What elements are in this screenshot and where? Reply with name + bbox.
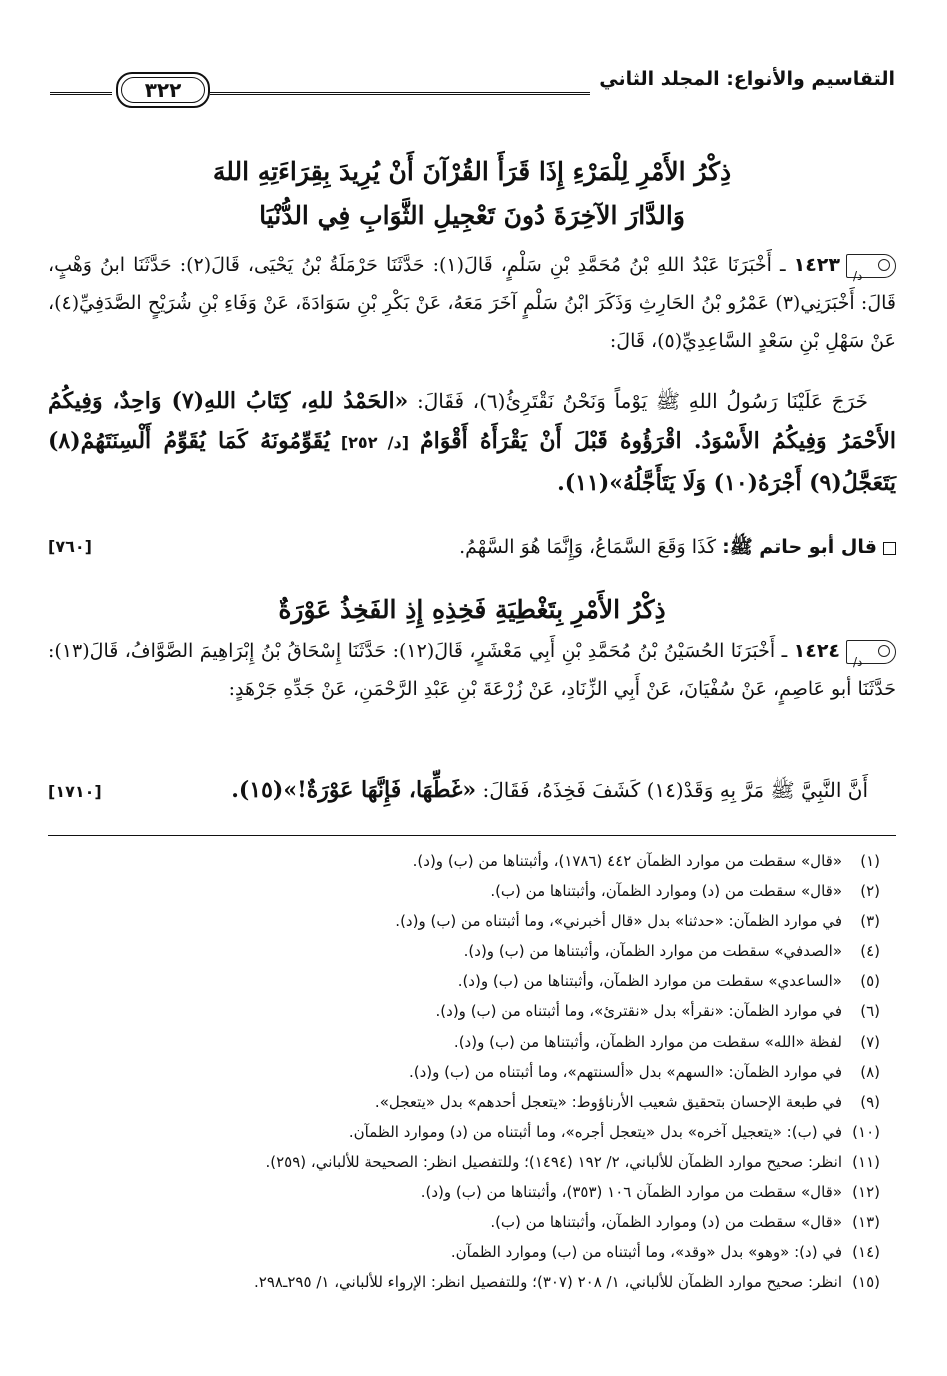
note-text: كَذَا وَقَعَ السَّمَاعُ، وَإِنَّمَا هُوَ السَّهْمُ. bbox=[459, 536, 717, 558]
hadith-1423-isnad bbox=[48, 246, 896, 360]
footnote: (٣)في موارد الظمآن: «حدثنا» بدل «قال أخبرني»، وما أثبتناه من (ب) و(د). bbox=[395, 912, 880, 931]
footnote: (٩)في طبعة الإحسان بتحقيق شعيب الأرناؤوط: «يتعجل أحدهم» بدل «يتعجل». bbox=[374, 1092, 880, 1111]
footnote: (٤)«الصدفي» سقطت من موارد الظمآن، وأثبتناها من (ب) و(د). bbox=[463, 942, 880, 961]
hadith-1424-matn bbox=[48, 770, 896, 810]
matn-text: «غَطِّهَا، فَإِنَّهَا عَوْرَةٌ!»(١٥). bbox=[231, 777, 477, 803]
page-number-frame bbox=[116, 72, 210, 108]
running-title: التقاسيم والأنواع: المجلد الثاني bbox=[599, 68, 895, 90]
footnote: (١٢)«قال» سقطت من موارد الظمآن ١٠٦ (٣٥٣)، وأثبتناها من (ب) و(د). bbox=[420, 1183, 880, 1202]
hadith-1424-isnad bbox=[48, 632, 896, 708]
footnote: (١٣)«قال» سقطت من (د) وموارد الظمآن، وأثبتناها من (ب). bbox=[490, 1213, 880, 1232]
hadith-number: ١٤٢٤ bbox=[793, 640, 841, 662]
footnote: (١٥)انظر: صحيح موارد الظمآن للألباني، ١/ ٢٠٨ (٣٠٧)؛ وللتفصيل انظر: الإرواء للألباني، ١/ ٢٩٥ـ٢٩٨. bbox=[254, 1273, 880, 1292]
footnote: (٨)في موارد الظمآن: «السهم» بدل «ألسنتهم»، وما أثبتناه من (ب) و(د). bbox=[408, 1062, 880, 1081]
header-rule bbox=[210, 92, 590, 95]
matn-intro: خَرَجَ عَلَيْنَا رَسُولُ اللهِ ﷺ يَوْماً وَنَحْنُ نَقْتَرِئُ(٦)، فَقَالَ: bbox=[416, 389, 868, 413]
note-square-icon bbox=[883, 542, 896, 555]
note-label: قال أبو حاتم ﷺ: bbox=[722, 536, 877, 558]
abu-hatim-note bbox=[48, 528, 896, 566]
footnote: (٢)«قال» سقطت من (د) وموارد الظمآن، وأثبتناها من (ب). bbox=[490, 882, 880, 901]
footnote: (١)«قال» سقطت من موارد الظمآن ٤٤٢ (١٧٨٦)، وأثبتناها من (ب) و(د). bbox=[412, 852, 880, 870]
footnote: (٧)لفظة «الله» سقطت من موارد الظمآن، وأثبتناها من (ب) و(د). bbox=[453, 1032, 880, 1051]
hadith-number: ١٤٢٣ bbox=[793, 254, 840, 276]
hadith-marker-icon: د/ bbox=[846, 640, 896, 664]
footnote: (١٤)في (د): «وهو» بدل «وقد»، وما أثبتناه من (ب) وموارد الظمآن. bbox=[450, 1243, 880, 1262]
hadith-ref: [٧٦٠] bbox=[48, 537, 92, 556]
hadith-marker-icon: د/ bbox=[846, 254, 896, 278]
hadith-ref: [١٧١٠] bbox=[48, 782, 102, 801]
volume-page-ref: [د/ ٢٥٢] bbox=[340, 433, 410, 452]
footnote-rule bbox=[48, 835, 896, 836]
hadith-isnad-text: ـ أَخْبَرَنَا الحُسَيْنُ بْنُ مُحَمَّدِ بْنِ أَبِي مَعْشَرٍ، قَالَ(١٢): حَدَّثَنَا إِسْحَاقُ بْنُ إِبْرَاهِيمَ الصَّوَّافُ، قَالَ(١٣): حَدَّثَنَا أبو عَاصِمٍ، عَنْ سُفْيَانَ، عَنْ أَبِي الزِّنَادِ، عَنْ زُرْعَةَ بْنِ عَبْدِ الرَّحْمَنِ، عَنْ جَدِّهِ جَرْهَدٍ: bbox=[48, 640, 896, 700]
matn-intro: أَنَّ النَّبِيَّ ﷺ مَرَّ بِهِ وَقَدْ(١٤) كَشَفَ فَخِذَهُ، فَقَالَ: bbox=[482, 778, 868, 802]
footnote: (٥)«الساعدي» سقطت من موارد الظمآن، وأثبتناها من (ب) و(د). bbox=[457, 972, 880, 991]
hadith-isnad-text: ـ أَخْبَرَنَا عَبْدُ اللهِ بْنُ مُحَمَّدِ بْنِ سَلْمٍ، قَالَ(١): حَدَّثَنَا حَرْمَلَةُ بْنُ يَحْيَى، قَالَ(٢): حَدَّثَنَا ابنُ وَهْبٍ، قَالَ: أَخْبَرَنِي(٣) عَمْرُو بْنُ الحَارِثِ وَذَكَرَ ابْنُ سَلْمٍ آخَرَ مَعَهُ، عَنْ بَكْرِ بْنِ سَوَادَةَ، عَنْ وَفَاءِ بْنِ شُرَيْحٍ الصَّدَفِيِّ(٤)، عَنْ سَهْلِ بْنِ سَعْدٍ السَّاعِدِيِّ(٥)، قَالَ: bbox=[48, 254, 896, 352]
section-title-2: ذِكْرُ الأَمْرِ بِتَغْطِيَةِ فَخِذِهِ إِذِ الفَخِذُ عَوْرَةٌ bbox=[278, 595, 666, 624]
section-title-1-line2: وَالدَّارَ الآخِرَةَ دُونَ تَعْجِيلِ الثَّوَابِ فِي الدُّنْيَا bbox=[259, 201, 685, 230]
page-header bbox=[50, 62, 895, 108]
matn-text-end: يُقَوِّمُونَهُ كَمَا يُقَوِّمُ أَلْسِنَتَهُمْ(٨) يَتَعَجَّلُ(٩) أَجْرَهُ(١٠) وَلَا يَتَأَجَّلُهُ»(١١). bbox=[48, 428, 896, 496]
matn-text: «الحَمْدُ للهِ، كِتَابُ اللهِ(٧) وَاحِدٌ، وَفِيكُمُ الأَحْمَرُ وَفِيكُمُ الأَسْوَدُ. اقْرَؤُوهُ قَبْلَ أَنْ يَقْرَأَهُ أَقْوَامٌ bbox=[48, 388, 897, 454]
section-title-1-line1: ذِكْرُ الأَمْرِ لِلْمَرْءِ إِذَا قَرَأَ القُرْآنَ أَنْ يُرِيدَ بِقِرَاءَتِهِ اللهَ bbox=[212, 157, 732, 186]
section-title-1 bbox=[48, 150, 896, 238]
footnote: (٦)في موارد الظمآن: «نقرأ» بدل «نقترئ»، وما أثبتناه من (ب) و(د). bbox=[435, 1002, 880, 1021]
footnote: (١١)انظر: صحيح موارد الظمآن للألباني، ٢/ ١٩٢ (١٤٩٤)؛ وللتفصيل انظر: الصحيحة للألباني، (٢٥٩). bbox=[265, 1152, 880, 1171]
footnotes bbox=[50, 846, 880, 1297]
footnote: (١٠)في (ب): «يتعجيل آخره» بدل «يتعجل أجره»، وما أثبتناه من (د) وموارد الظمآن. bbox=[348, 1122, 880, 1141]
header-rule-left bbox=[50, 92, 112, 95]
page-number: ٣٢٢ bbox=[144, 78, 182, 102]
hadith-1423-matn bbox=[48, 381, 896, 503]
